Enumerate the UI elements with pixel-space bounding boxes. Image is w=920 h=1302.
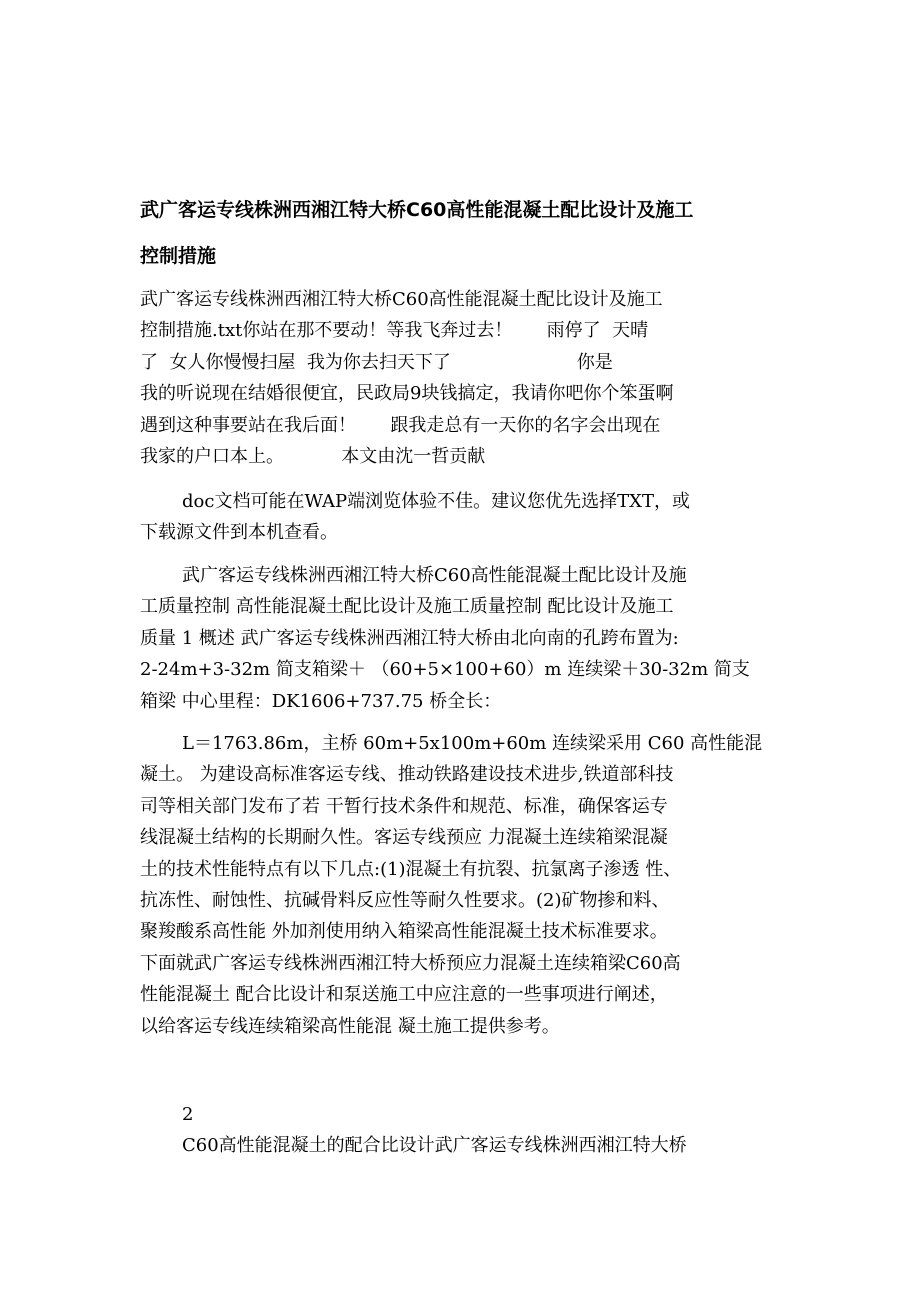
- text-line: doc文档可能在WAP端浏览体验不佳。建议您优先选择TXT，或: [182, 491, 690, 512]
- document-title-line-1: 武广客运专线株洲西湘江特大桥C60高性能混凝土配比设计及施工: [140, 199, 694, 221]
- text-line: 武广客运专线株洲西湘江特大桥C60高性能混凝土配比设计及施工: [140, 289, 663, 310]
- paragraph-intro: [140, 284, 800, 472]
- text-line: 凝土。 为建设高标准客运专线、推动铁路建设技术进步,铁道部科技: [140, 764, 674, 786]
- text-line: 质量 1 概述 武广客运专线株洲西湘江特大桥由北向南的孔跨布置为:: [140, 627, 679, 649]
- text-line: 下面就武广客运专线株洲西湘江特大桥预应力混凝土连续箱梁C60高: [140, 952, 681, 974]
- text-line: 工质量控制 高性能混凝土配比设计及施工质量控制 配比设计及施工: [140, 596, 674, 618]
- text-line: 控制措施.txt你站在那不要动！等我飞奔过去！ 雨停了 天晴: [140, 320, 649, 342]
- text-line: C60高性能混凝土的配合比设计武广客运专线株洲西湘江特大桥: [182, 1135, 687, 1157]
- text-line: 箱梁 中心里程：DK1606+737.75 桥全长：: [140, 690, 502, 712]
- text-line: 以给客运专线连续箱梁高性能混 凝土施工提供参考。: [140, 1015, 560, 1037]
- text-line: 2-24m+3-32m 简支箱梁＋ （60+5×100+60）m 连续梁＋30-32m 简支: [140, 659, 750, 681]
- text-line: 了 女人你慢慢扫屋 我为你去扫天下了 你是: [140, 351, 613, 373]
- text-line: 我的听说现在结婚很便宜，民政局9块钱搞定，我请你吧你个笨蛋啊: [140, 383, 674, 405]
- text-line: 我家的户口本上。 本文由沈一哲贡献: [140, 445, 486, 467]
- paragraph-section-2: [140, 1099, 800, 1162]
- text-line: 司等相关部门发布了若 干暂行技术条件和规范、标准，确保客运专: [140, 795, 668, 817]
- text-line: 性能混凝土 配合比设计和泵送施工中应注意的一些事项进行阐述，: [140, 984, 668, 1006]
- text-line: 下载源文件到本机查看。: [140, 522, 338, 544]
- text-line: 抗冻性、耐蚀性、抗碱骨料反应性等耐久性要求。(2)矿物掺和料、: [140, 889, 670, 911]
- text-line: 武广客运专线株洲西湘江特大桥C60高性能混凝土配比设计及施: [182, 565, 687, 586]
- text-line: L＝1763.86m，主桥 60m+5x100m+60m 连续梁采用 C60 高性能混: [182, 733, 763, 754]
- paragraph-overview: [140, 560, 800, 717]
- text-line: 土的技术性能特点有以下几点:(1)混凝土有抗裂、抗氯离子渗透 性、: [140, 858, 682, 880]
- paragraph-doc-note: [140, 486, 800, 549]
- section-number: 2: [182, 1104, 194, 1125]
- document-title-line-2: 控制措施: [140, 245, 217, 267]
- paragraph-technical: [140, 728, 800, 1042]
- text-line: 聚羧酸系高性能 外加剂使用纳入箱梁高性能混凝土技术标准要求。: [140, 921, 668, 943]
- text-line: 遇到这种事要站在我后面！ 跟我走总有一天你的名字会出现在: [140, 414, 661, 436]
- text-line: 线混凝土结构的长期耐久性。客运专线预应 力混凝土连续箱梁混凝: [140, 827, 668, 849]
